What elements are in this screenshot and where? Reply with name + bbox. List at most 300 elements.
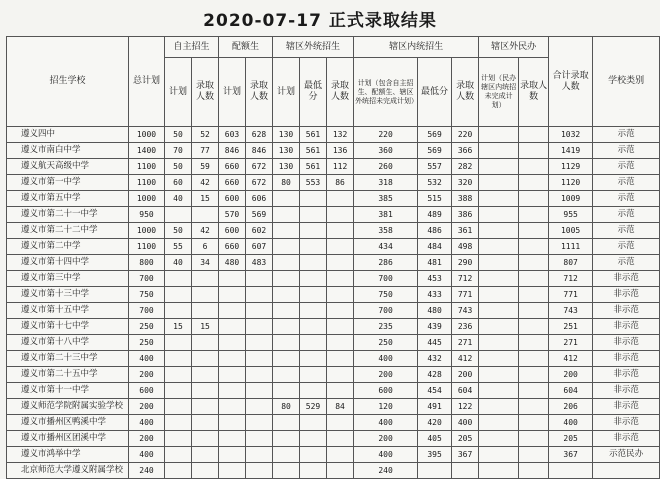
cell-out-min [300, 431, 327, 447]
group-inside: 辖区内统招生 [354, 37, 479, 58]
cell-zz-plan [165, 351, 192, 367]
cell-pe-admit [246, 319, 273, 335]
cell-sum: 1120 [549, 175, 593, 191]
cell-mb-plan [479, 271, 519, 287]
cell-in-plan: 400 [354, 447, 418, 463]
cell-mb-plan [479, 175, 519, 191]
cell-mb-admit [519, 255, 549, 271]
cell-pe-admit [246, 447, 273, 463]
cell-mb-plan [479, 399, 519, 415]
cell-pe-plan: 600 [219, 191, 246, 207]
cell-mb-admit [519, 351, 549, 367]
cell-sum: 367 [549, 447, 593, 463]
cell-out-admit: 84 [327, 399, 354, 415]
cell-out-min [300, 383, 327, 399]
cell-in-plan: 235 [354, 319, 418, 335]
cell-school: 遵义市南白中学 [7, 143, 129, 159]
cell-cat: 非示范 [593, 335, 660, 351]
inside-min-header: 最低分 [418, 58, 452, 127]
cell-school: 遵义市第十七中学 [7, 319, 129, 335]
cell-sum: 206 [549, 399, 593, 415]
cell-in-admit: 271 [452, 335, 479, 351]
group-zizhu: 自主招生 [165, 37, 219, 58]
cell-pe-admit [246, 463, 273, 479]
table-row [7, 207, 660, 223]
cell-in-plan: 260 [354, 159, 418, 175]
group-peie: 配额生 [219, 37, 273, 58]
cell-pe-admit: 483 [246, 255, 273, 271]
cell-sum: 200 [549, 367, 593, 383]
cell-pe-plan [219, 287, 246, 303]
cell-zz-admit [192, 303, 219, 319]
cell-out-admit [327, 239, 354, 255]
table-row [7, 431, 660, 447]
cell-zz-admit: 15 [192, 191, 219, 207]
cell-sum: 1129 [549, 159, 593, 175]
cell-out-plan [273, 319, 300, 335]
cell-in-plan: 400 [354, 351, 418, 367]
cell-pe-admit [246, 287, 273, 303]
cell-out-admit [327, 463, 354, 479]
group-outside: 辖区外统招生 [273, 37, 354, 58]
cell-out-plan [273, 447, 300, 463]
cell-out-admit [327, 351, 354, 367]
cell-cat: 示范 [593, 255, 660, 271]
cell-in-min: 515 [418, 191, 452, 207]
cell-in-min: 395 [418, 447, 452, 463]
cell-in-plan: 318 [354, 175, 418, 191]
cell-out-plan [273, 191, 300, 207]
cell-sum: 412 [549, 351, 593, 367]
cell-in-min: 428 [418, 367, 452, 383]
cell-pe-admit: 606 [246, 191, 273, 207]
cell-pe-admit [246, 399, 273, 415]
col-combined-admit: 合计录取人数 [549, 37, 593, 127]
cell-cat: 非示范 [593, 271, 660, 287]
cell-pe-plan [219, 415, 246, 431]
cell-in-plan: 220 [354, 127, 418, 143]
cell-zz-plan [165, 447, 192, 463]
cell-mb-admit [519, 431, 549, 447]
cell-mb-plan [479, 239, 519, 255]
cell-out-plan [273, 463, 300, 479]
cell-school: 遵义市鸿举中学 [7, 447, 129, 463]
cell-sum: 1032 [549, 127, 593, 143]
inside-plan-header: 计划（包含自主招生、配额生、辖区外统招未完成计划） [354, 58, 418, 127]
cell-school: 遵义师范学院附属实验学校 [7, 399, 129, 415]
cell-in-admit: 604 [452, 383, 479, 399]
cell-mb-plan [479, 463, 519, 479]
table-row [7, 239, 660, 255]
cell-out-min: 561 [300, 143, 327, 159]
cell-pe-plan: 660 [219, 239, 246, 255]
cell-in-admit: 236 [452, 319, 479, 335]
cell-pe-admit: 569 [246, 207, 273, 223]
cell-school: 遵义市第二十五中学 [7, 367, 129, 383]
cell-in-plan: 434 [354, 239, 418, 255]
cell-sum: 743 [549, 303, 593, 319]
table-row [7, 175, 660, 191]
cell-mb-plan [479, 143, 519, 159]
cell-in-admit: 320 [452, 175, 479, 191]
cell-zz-plan [165, 431, 192, 447]
cell-in-min: 405 [418, 431, 452, 447]
cell-pe-admit: 846 [246, 143, 273, 159]
cell-out-plan [273, 335, 300, 351]
cell-zz-admit [192, 367, 219, 383]
cell-zz-admit: 52 [192, 127, 219, 143]
cell-in-plan: 286 [354, 255, 418, 271]
table-row [7, 271, 660, 287]
cell-pe-admit [246, 415, 273, 431]
cell-in-admit: 361 [452, 223, 479, 239]
cell-pe-plan [219, 463, 246, 479]
cell-pe-admit: 672 [246, 175, 273, 191]
cell-mb-admit [519, 127, 549, 143]
cell-out-plan [273, 303, 300, 319]
cell-mb-admit [519, 271, 549, 287]
cell-out-plan [273, 271, 300, 287]
cell-out-admit: 86 [327, 175, 354, 191]
cell-pe-plan [219, 367, 246, 383]
cell-mb-admit [519, 303, 549, 319]
cell-total: 1100 [129, 159, 165, 175]
cell-out-admit: 112 [327, 159, 354, 175]
cell-pe-plan [219, 319, 246, 335]
cell-in-admit: 366 [452, 143, 479, 159]
cell-zz-plan [165, 287, 192, 303]
cell-mb-plan [479, 303, 519, 319]
cell-pe-plan [219, 399, 246, 415]
cell-in-min: 432 [418, 351, 452, 367]
col-school: 招生学校 [7, 37, 129, 127]
cell-school: 遵义航天高级中学 [7, 159, 129, 175]
cell-total: 700 [129, 271, 165, 287]
cell-total: 200 [129, 431, 165, 447]
cell-zz-admit: 6 [192, 239, 219, 255]
cell-total: 1400 [129, 143, 165, 159]
zizhu-admit-header: 录取人数 [192, 58, 219, 127]
header-row-groups [7, 37, 660, 58]
cell-out-min: 529 [300, 399, 327, 415]
cell-zz-admit: 34 [192, 255, 219, 271]
cell-in-min: 557 [418, 159, 452, 175]
cell-pe-admit: 672 [246, 159, 273, 175]
cell-in-admit: 290 [452, 255, 479, 271]
cell-school: 遵义市第二十三中学 [7, 351, 129, 367]
cell-in-min: 486 [418, 223, 452, 239]
cell-school: 遵义市第十八中学 [7, 335, 129, 351]
cell-out-min [300, 367, 327, 383]
peie-admit-header: 录取人数 [246, 58, 273, 127]
cell-in-min: 481 [418, 255, 452, 271]
cell-pe-plan: 603 [219, 127, 246, 143]
cell-zz-plan [165, 367, 192, 383]
group-minban: 辖区外民办 [479, 37, 549, 58]
minban-admit-header: 录取人数 [519, 58, 549, 127]
cell-in-admit: 386 [452, 207, 479, 223]
cell-mb-admit [519, 463, 549, 479]
cell-out-plan [273, 239, 300, 255]
cell-school: 遵义市第二十一中学 [7, 207, 129, 223]
cell-out-admit [327, 431, 354, 447]
cell-zz-plan [165, 271, 192, 287]
cell-out-admit [327, 255, 354, 271]
outside-plan-header: 计划 [273, 58, 300, 127]
cell-in-min: 445 [418, 335, 452, 351]
table-row [7, 367, 660, 383]
cell-in-plan: 385 [354, 191, 418, 207]
cell-mb-plan [479, 255, 519, 271]
cell-sum [549, 463, 593, 479]
cell-cat: 示范民办 [593, 447, 660, 463]
cell-sum: 712 [549, 271, 593, 287]
cell-school: 遵义市播州区鸭溪中学 [7, 415, 129, 431]
cell-mb-plan [479, 431, 519, 447]
cell-cat: 示范 [593, 223, 660, 239]
table-row [7, 159, 660, 175]
cell-out-plan [273, 351, 300, 367]
cell-in-plan: 200 [354, 367, 418, 383]
cell-zz-plan: 55 [165, 239, 192, 255]
cell-zz-admit: 42 [192, 223, 219, 239]
cell-in-plan: 400 [354, 415, 418, 431]
cell-total: 750 [129, 287, 165, 303]
cell-out-admit [327, 447, 354, 463]
cell-out-admit [327, 319, 354, 335]
cell-in-min: 489 [418, 207, 452, 223]
cell-mb-plan [479, 351, 519, 367]
cell-in-admit: 367 [452, 447, 479, 463]
table-row [7, 447, 660, 463]
cell-out-min [300, 335, 327, 351]
cell-mb-admit [519, 447, 549, 463]
cell-sum: 955 [549, 207, 593, 223]
cell-pe-admit [246, 335, 273, 351]
cell-in-min: 454 [418, 383, 452, 399]
cell-out-min [300, 207, 327, 223]
cell-out-admit [327, 223, 354, 239]
cell-total: 200 [129, 367, 165, 383]
table-row [7, 335, 660, 351]
cell-zz-plan [165, 463, 192, 479]
cell-out-admit [327, 367, 354, 383]
cell-cat: 非示范 [593, 351, 660, 367]
cell-sum: 1419 [549, 143, 593, 159]
cell-school: 北京师范大学遵义附属学校 [7, 463, 129, 479]
cell-out-min [300, 271, 327, 287]
cell-mb-plan [479, 207, 519, 223]
cell-in-min: 439 [418, 319, 452, 335]
table-row [7, 351, 660, 367]
cell-mb-admit [519, 143, 549, 159]
cell-in-admit: 220 [452, 127, 479, 143]
cell-in-min: 569 [418, 143, 452, 159]
cell-zz-plan: 70 [165, 143, 192, 159]
cell-pe-plan: 600 [219, 223, 246, 239]
cell-cat: 示范 [593, 175, 660, 191]
cell-out-admit [327, 191, 354, 207]
cell-out-plan: 80 [273, 399, 300, 415]
cell-out-min [300, 447, 327, 463]
cell-in-plan: 381 [354, 207, 418, 223]
cell-sum: 1005 [549, 223, 593, 239]
table-row [7, 255, 660, 271]
cell-mb-admit [519, 159, 549, 175]
cell-school: 遵义市播州区团溪中学 [7, 431, 129, 447]
cell-in-admit: 412 [452, 351, 479, 367]
cell-out-admit [327, 271, 354, 287]
cell-out-min [300, 287, 327, 303]
cell-mb-plan [479, 127, 519, 143]
cell-sum: 1009 [549, 191, 593, 207]
cell-mb-admit [519, 239, 549, 255]
cell-pe-plan [219, 351, 246, 367]
cell-school: 遵义市第五中学 [7, 191, 129, 207]
cell-out-min [300, 239, 327, 255]
cell-zz-plan: 60 [165, 175, 192, 191]
cell-out-plan [273, 431, 300, 447]
cell-in-admit: 498 [452, 239, 479, 255]
cell-out-min [300, 223, 327, 239]
cell-in-min: 491 [418, 399, 452, 415]
cell-in-admit [452, 463, 479, 479]
cell-out-admit: 136 [327, 143, 354, 159]
cell-sum: 251 [549, 319, 593, 335]
cell-pe-admit: 607 [246, 239, 273, 255]
cell-pe-plan [219, 303, 246, 319]
cell-out-plan [273, 287, 300, 303]
cell-school: 遵义市第十一中学 [7, 383, 129, 399]
cell-mb-admit [519, 223, 549, 239]
cell-zz-plan [165, 207, 192, 223]
cell-in-min: 569 [418, 127, 452, 143]
cell-cat: 非示范 [593, 399, 660, 415]
cell-zz-plan: 40 [165, 255, 192, 271]
cell-pe-plan [219, 447, 246, 463]
cell-mb-plan [479, 319, 519, 335]
cell-total: 400 [129, 415, 165, 431]
cell-in-min [418, 463, 452, 479]
cell-school: 遵义市第三中学 [7, 271, 129, 287]
cell-out-admit [327, 303, 354, 319]
cell-out-min [300, 415, 327, 431]
cell-in-admit: 771 [452, 287, 479, 303]
table-row [7, 415, 660, 431]
cell-sum: 807 [549, 255, 593, 271]
cell-mb-plan [479, 447, 519, 463]
cell-zz-admit [192, 447, 219, 463]
cell-zz-plan [165, 303, 192, 319]
cell-sum: 771 [549, 287, 593, 303]
cell-mb-admit [519, 383, 549, 399]
cell-zz-admit [192, 207, 219, 223]
cell-out-plan: 130 [273, 159, 300, 175]
cell-zz-plan: 50 [165, 127, 192, 143]
cell-zz-admit: 15 [192, 319, 219, 335]
cell-mb-admit [519, 367, 549, 383]
cell-total: 1100 [129, 239, 165, 255]
cell-in-admit: 743 [452, 303, 479, 319]
cell-total: 400 [129, 447, 165, 463]
outside-admit-header: 录取人数 [327, 58, 354, 127]
cell-out-min [300, 255, 327, 271]
cell-cat: 示范 [593, 191, 660, 207]
cell-cat [593, 463, 660, 479]
minban-plan-header: 计划（民办辖区内统招未完成计划） [479, 58, 519, 127]
cell-in-admit: 400 [452, 415, 479, 431]
cell-in-min: 480 [418, 303, 452, 319]
cell-in-plan: 600 [354, 383, 418, 399]
cell-pe-admit: 628 [246, 127, 273, 143]
cell-pe-plan [219, 383, 246, 399]
col-total-plan: 总计划 [129, 37, 165, 127]
cell-total: 600 [129, 383, 165, 399]
cell-in-min: 484 [418, 239, 452, 255]
cell-out-min: 561 [300, 159, 327, 175]
cell-mb-plan [479, 335, 519, 351]
cell-out-plan: 80 [273, 175, 300, 191]
cell-sum: 205 [549, 431, 593, 447]
cell-in-plan: 120 [354, 399, 418, 415]
cell-mb-admit [519, 335, 549, 351]
cell-pe-admit [246, 431, 273, 447]
cell-mb-plan [479, 415, 519, 431]
cell-mb-admit [519, 191, 549, 207]
cell-school: 遵义市第十三中学 [7, 287, 129, 303]
cell-mb-admit [519, 175, 549, 191]
cell-mb-plan [479, 287, 519, 303]
cell-total: 240 [129, 463, 165, 479]
cell-cat: 示范 [593, 239, 660, 255]
cell-pe-plan [219, 335, 246, 351]
cell-zz-admit [192, 351, 219, 367]
cell-out-min [300, 303, 327, 319]
col-category: 学校类别 [593, 37, 660, 127]
cell-in-admit: 205 [452, 431, 479, 447]
cell-out-plan [273, 223, 300, 239]
zizhu-plan-header: 计划 [165, 58, 192, 127]
cell-in-plan: 750 [354, 287, 418, 303]
cell-mb-admit [519, 207, 549, 223]
cell-zz-plan [165, 399, 192, 415]
cell-zz-admit: 77 [192, 143, 219, 159]
cell-out-admit [327, 415, 354, 431]
cell-pe-plan [219, 271, 246, 287]
cell-out-admit [327, 207, 354, 223]
cell-pe-admit [246, 271, 273, 287]
cell-total: 250 [129, 335, 165, 351]
cell-in-plan: 250 [354, 335, 418, 351]
cell-zz-admit: 42 [192, 175, 219, 191]
cell-out-min [300, 463, 327, 479]
cell-out-plan: 130 [273, 127, 300, 143]
cell-in-admit: 200 [452, 367, 479, 383]
cell-out-admit [327, 383, 354, 399]
cell-pe-plan: 480 [219, 255, 246, 271]
cell-school: 遵义四中 [7, 127, 129, 143]
cell-school: 遵义市第十四中学 [7, 255, 129, 271]
cell-cat: 非示范 [593, 287, 660, 303]
table-row [7, 223, 660, 239]
cell-pe-plan: 570 [219, 207, 246, 223]
cell-in-plan: 700 [354, 303, 418, 319]
cell-pe-admit [246, 351, 273, 367]
cell-out-min [300, 319, 327, 335]
cell-pe-admit [246, 303, 273, 319]
cell-school: 遵义市第二十二中学 [7, 223, 129, 239]
cell-cat: 示范 [593, 143, 660, 159]
